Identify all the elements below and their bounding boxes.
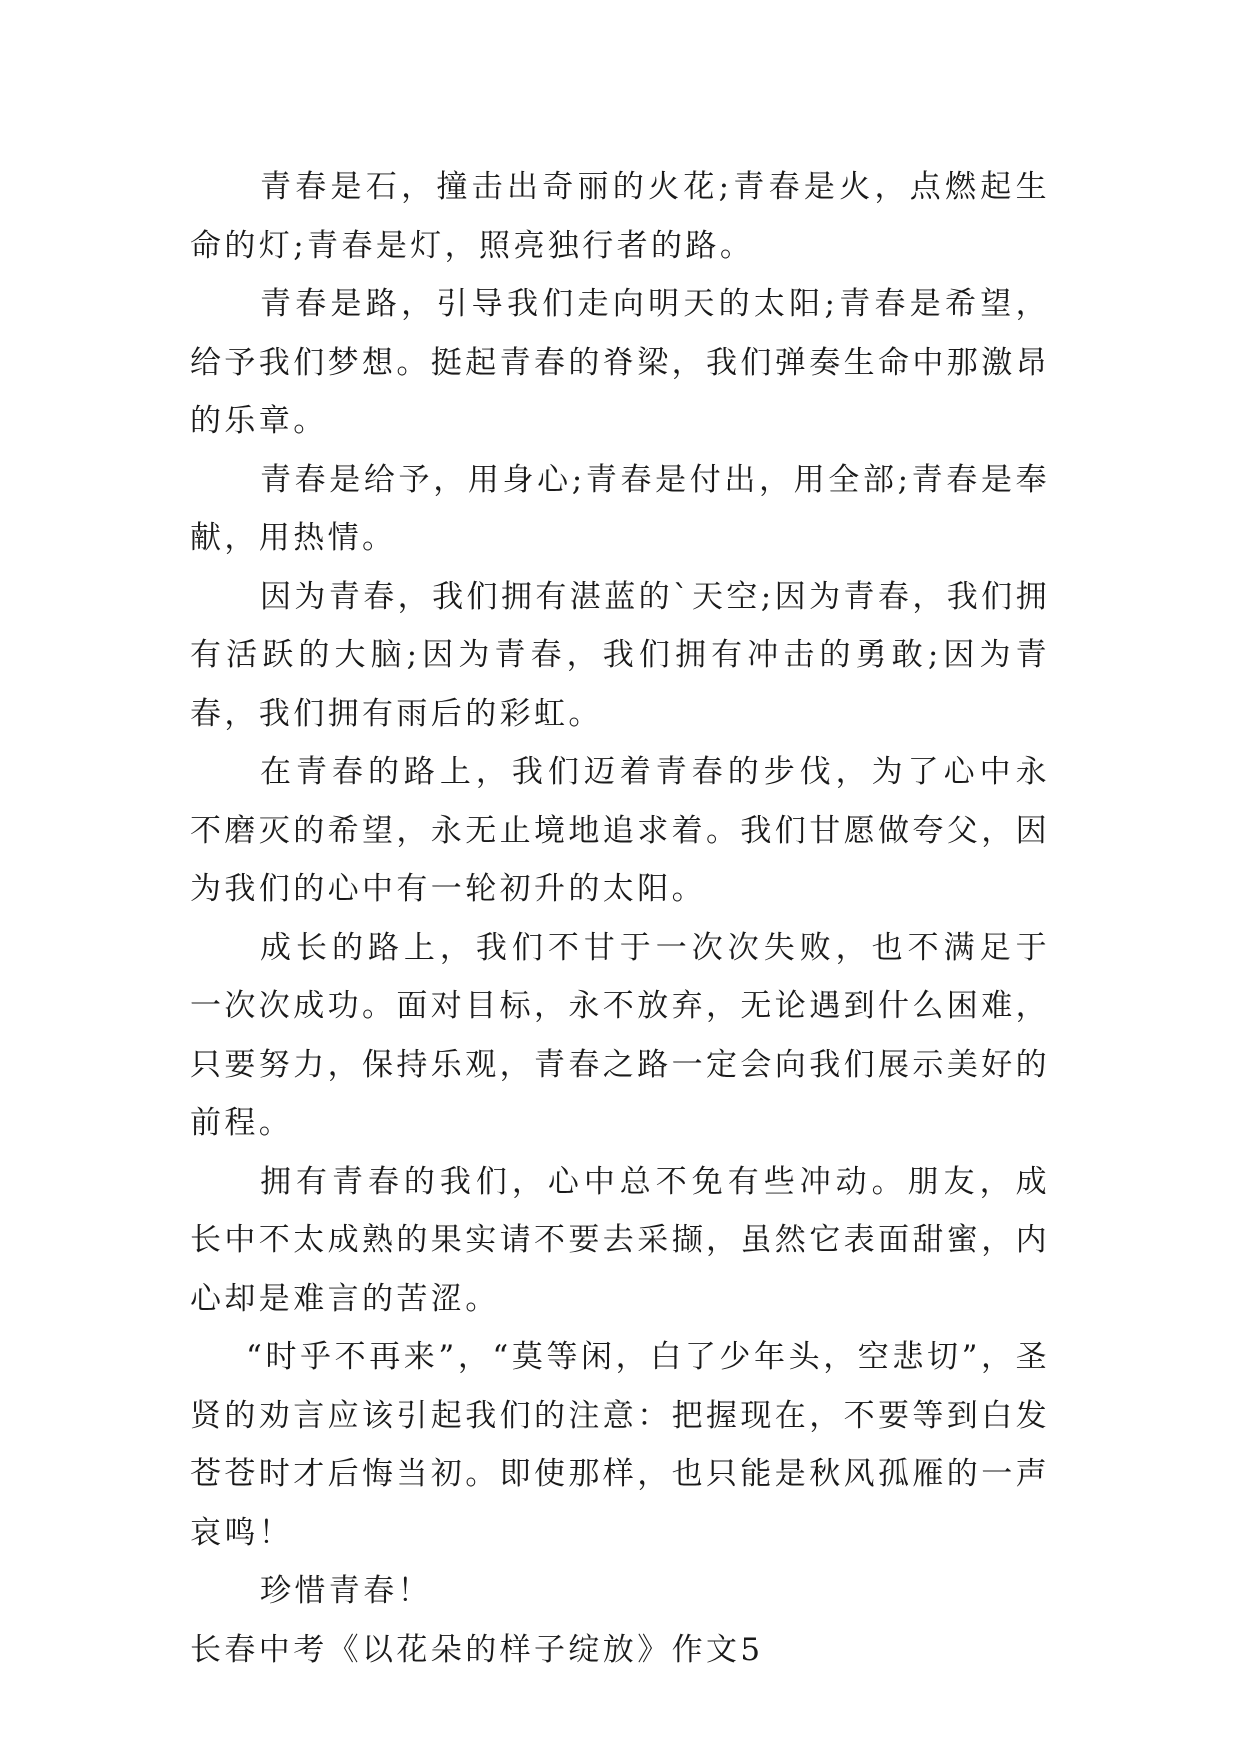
paragraph: 拥有青春的我们，心中总不免有些冲动。朋友，成长中不太成熟的果实请不要去采撷，虽然它表面甜蜜，内心却是难言的苦涩。	[190, 1163, 1050, 1317]
paragraph: 因为青春，我们拥有湛蓝的`天空;因为青春，我们拥有活跃的大脑;因为青春，我们拥有冲击的勇敢;因为青春，我们拥有雨后的彩虹。	[190, 578, 1050, 732]
section-heading: 长春中考《以花朵的样子绽放》作文5	[190, 1631, 764, 1668]
paragraph: 青春是石，撞击出奇丽的火花;青春是火，点燃起生命的灯;青春是灯，照亮独行者的路。	[190, 169, 1050, 264]
paragraph: 青春是给予，用身心;青春是付出，用全部;青春是奉献，用热情。	[190, 461, 1050, 556]
article-body	[190, 158, 1050, 1679]
paragraph: 成长的路上，我们不甘于一次次失败，也不满足于一次次成功。面对目标，永不放弃，无论遇到什么困难，只要努力，保持乐观，青春之路一定会向我们展示美好的前程。	[190, 929, 1050, 1141]
paragraph: “时乎不再来”，“莫等闲，白了少年头，空悲切”，圣贤的劝言应该引起我们的注意：把握现在，不要等到白发苍苍时才后悔当初。即使那样，也只能是秋风孤雁的一声哀鸣！	[190, 1339, 1050, 1551]
paragraph: 青春是路，引导我们走向明天的太阳;青春是希望，给予我们梦想。挺起青春的脊梁，我们弹奏生命中那激昂的乐章。	[190, 286, 1050, 439]
paragraph: 在青春的路上，我们迈着青春的步伐，为了心中永不磨灭的希望，永无止境地追求着。我们甘愿做夸父，因为我们的心中有一轮初升的太阳。	[190, 754, 1050, 907]
paragraph: 珍惜青春！	[260, 1573, 432, 1609]
